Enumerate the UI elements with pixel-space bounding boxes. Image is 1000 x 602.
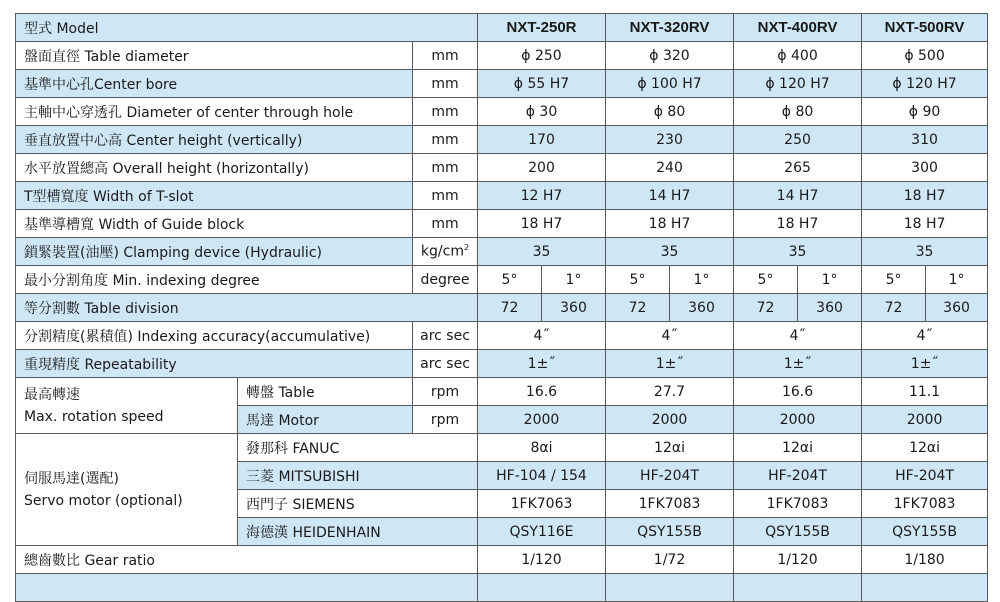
spec-row-overall-height xyxy=(16,154,988,182)
servo-label-zh: 伺服馬達(選配) xyxy=(24,470,119,487)
spec-value: 1FK7083 xyxy=(734,490,862,518)
spec-sublabel: 轉盤 Table xyxy=(238,378,413,406)
spec-value: 72 xyxy=(606,294,670,322)
servo-label-en: Servo motor (optional) xyxy=(24,492,183,509)
rotation-label-en: Max. rotation speed xyxy=(24,408,164,425)
spec-value: 11.1 xyxy=(862,378,988,406)
spec-value: 360 xyxy=(798,294,862,322)
model-name: NXT-250R xyxy=(478,14,606,42)
spec-value: HF-104 / 154 xyxy=(478,462,606,490)
spec-value: 200 xyxy=(478,154,606,182)
spec-value: ϕ 120 H7 xyxy=(734,70,862,98)
spec-value: 250 xyxy=(734,126,862,154)
spec-value: 72 xyxy=(478,294,542,322)
spec-value: 16.6 xyxy=(734,378,862,406)
spec-unit xyxy=(413,238,478,266)
spec-unit: mm xyxy=(413,98,478,126)
spec-sublabel: 三菱 MITSUBISHI xyxy=(238,462,478,490)
spec-label: 最小分割角度 Min. indexing degree xyxy=(16,266,413,294)
spec-value: 18 H7 xyxy=(862,210,988,238)
spec-value: ϕ 250 xyxy=(478,42,606,70)
spec-value: 360 xyxy=(926,294,988,322)
spec-value: 170 xyxy=(478,126,606,154)
spec-row-min-indexing xyxy=(16,266,988,294)
spec-value: 1FK7083 xyxy=(862,490,988,518)
spec-unit: mm xyxy=(413,154,478,182)
spec-value: 1FK7083 xyxy=(606,490,734,518)
spec-unit: degree xyxy=(413,266,478,294)
spec-value: ϕ 500 xyxy=(862,42,988,70)
spec-unit: mm xyxy=(413,70,478,98)
spec-unit: mm xyxy=(413,126,478,154)
spec-value: 4˝ xyxy=(606,322,734,350)
spec-value: 1° xyxy=(542,266,606,294)
spec-value: 310 xyxy=(862,126,988,154)
spec-value: ϕ 400 xyxy=(734,42,862,70)
spec-value: 18 H7 xyxy=(862,182,988,210)
spec-unit: arc sec xyxy=(413,350,478,378)
spec-label: 基準導槽寬 Width of Guide block xyxy=(16,210,413,238)
spec-value: QSY155B xyxy=(862,518,988,546)
spec-value: 240 xyxy=(606,154,734,182)
spec-value: 360 xyxy=(670,294,734,322)
spec-row-indexing-accuracy xyxy=(16,322,988,350)
spec-value: 2000 xyxy=(478,406,606,434)
spec-label: 基準中心孔Center bore xyxy=(16,70,413,98)
spec-value: 2000 xyxy=(734,406,862,434)
spec-value: 72 xyxy=(734,294,798,322)
spec-value: 12 H7 xyxy=(478,182,606,210)
spec-value: 12αi xyxy=(862,434,988,462)
spec-value xyxy=(478,574,606,602)
spec-row-rotation-table xyxy=(16,378,988,406)
spec-value: 12αi xyxy=(606,434,734,462)
spec-value: 35 xyxy=(478,238,606,266)
spec-row-through-hole xyxy=(16,98,988,126)
spec-value: 18 H7 xyxy=(734,210,862,238)
spec-row-partial xyxy=(16,574,988,602)
spec-label: 重現精度 Repeatability xyxy=(16,350,413,378)
spec-value: ϕ 100 H7 xyxy=(606,70,734,98)
spec-value: 1±˝ xyxy=(478,350,606,378)
spec-label xyxy=(16,574,478,602)
unit-text: kg/cm xyxy=(420,243,464,260)
spec-value: QSY155B xyxy=(734,518,862,546)
spec-sublabel: 發那科 FANUC xyxy=(238,434,478,462)
spec-label: 水平放置總高 Overall height (horizontally) xyxy=(16,154,413,182)
spec-sublabel: 西門子 SIEMENS xyxy=(238,490,478,518)
spec-row-center-height xyxy=(16,126,988,154)
spec-value: 12αi xyxy=(734,434,862,462)
spec-label: 鎖緊裝置(油壓) Clamping device (Hydraulic) xyxy=(16,238,413,266)
spec-label: 等分割數 Table division xyxy=(16,294,478,322)
spec-value: 1/120 xyxy=(478,546,606,574)
spec-row-repeatability xyxy=(16,350,988,378)
model-header: 型式 Model xyxy=(16,14,478,42)
spec-value: 35 xyxy=(606,238,734,266)
spec-value: 4˝ xyxy=(734,322,862,350)
spec-row-gear-ratio xyxy=(16,546,988,574)
spec-value: 5° xyxy=(862,266,926,294)
spec-value: 1° xyxy=(926,266,988,294)
spec-value xyxy=(862,574,988,602)
spec-label: 分割精度(累積值) Indexing accuracy(accumulative) xyxy=(16,322,413,350)
spec-value: 1/72 xyxy=(606,546,734,574)
spec-row-clamping xyxy=(16,238,988,266)
model-name: NXT-320RV xyxy=(606,14,734,42)
spec-value: 35 xyxy=(862,238,988,266)
spec-value: ϕ 55 H7 xyxy=(478,70,606,98)
spec-table xyxy=(15,13,988,602)
spec-value: HF-204T xyxy=(862,462,988,490)
model-name: NXT-500RV xyxy=(862,14,988,42)
spec-unit: arc sec xyxy=(413,322,478,350)
spec-unit: mm xyxy=(413,182,478,210)
spec-value: 1FK7063 xyxy=(478,490,606,518)
rotation-label-zh: 最高轉速 xyxy=(24,386,80,403)
spec-value: 5° xyxy=(734,266,798,294)
spec-row-guide-block xyxy=(16,210,988,238)
spec-value: 1° xyxy=(798,266,862,294)
spec-value: ϕ 90 xyxy=(862,98,988,126)
spec-value: 35 xyxy=(734,238,862,266)
spec-value: 1±˝ xyxy=(734,350,862,378)
spec-row-servo-fanuc xyxy=(16,434,988,462)
spec-unit: mm xyxy=(413,42,478,70)
spec-value: 1° xyxy=(670,266,734,294)
spec-value: 1±˝ xyxy=(606,350,734,378)
spec-value: 72 xyxy=(862,294,926,322)
spec-value: 265 xyxy=(734,154,862,182)
spec-value: 27.7 xyxy=(606,378,734,406)
spec-value: QSY116E xyxy=(478,518,606,546)
spec-value: 18 H7 xyxy=(606,210,734,238)
spec-row-table-division xyxy=(16,294,988,322)
spec-value: 2000 xyxy=(862,406,988,434)
spec-row-t-slot xyxy=(16,182,988,210)
spec-value: HF-204T xyxy=(734,462,862,490)
spec-value xyxy=(606,574,734,602)
spec-sublabel: 馬達 Motor xyxy=(238,406,413,434)
spec-unit: rpm xyxy=(413,406,478,434)
spec-value: ϕ 80 xyxy=(734,98,862,126)
spec-label: T型槽寬度 Width of T-slot xyxy=(16,182,413,210)
spec-value: 8αi xyxy=(478,434,606,462)
spec-unit: rpm xyxy=(413,378,478,406)
spec-value: 360 xyxy=(542,294,606,322)
spec-sublabel: 海德漢 HEIDENHAIN xyxy=(238,518,478,546)
spec-value: 16.6 xyxy=(478,378,606,406)
spec-value: 5° xyxy=(478,266,542,294)
spec-value: QSY155B xyxy=(606,518,734,546)
unit-superscript: 2 xyxy=(463,243,470,253)
spec-value: 1/120 xyxy=(734,546,862,574)
spec-value: 300 xyxy=(862,154,988,182)
rotation-group-label xyxy=(16,378,238,434)
spec-value: 14 H7 xyxy=(734,182,862,210)
spec-row-table-diameter xyxy=(16,42,988,70)
spec-unit: mm xyxy=(413,210,478,238)
model-name: NXT-400RV xyxy=(734,14,862,42)
spec-label: 盤面直徑 Table diameter xyxy=(16,42,413,70)
spec-table-container xyxy=(15,13,987,602)
spec-value: 18 H7 xyxy=(478,210,606,238)
spec-value: 4˝ xyxy=(862,322,988,350)
spec-value: 1±˝ xyxy=(862,350,988,378)
servo-group-label xyxy=(16,434,238,546)
spec-label: 主軸中心穿透孔 Diameter of center through hole xyxy=(16,98,413,126)
spec-value: ϕ 80 xyxy=(606,98,734,126)
spec-value: ϕ 320 xyxy=(606,42,734,70)
spec-row-center-bore xyxy=(16,70,988,98)
spec-value: 14 H7 xyxy=(606,182,734,210)
spec-value: ϕ 30 xyxy=(478,98,606,126)
spec-value: 4˝ xyxy=(478,322,606,350)
spec-value: 2000 xyxy=(606,406,734,434)
spec-value: HF-204T xyxy=(606,462,734,490)
spec-label: 總齒數比 Gear ratio xyxy=(16,546,478,574)
spec-value: 5° xyxy=(606,266,670,294)
spec-value: 1/180 xyxy=(862,546,988,574)
spec-value: 230 xyxy=(606,126,734,154)
spec-value xyxy=(734,574,862,602)
header-row xyxy=(16,14,988,42)
spec-value: ϕ 120 H7 xyxy=(862,70,988,98)
spec-label: 垂直放置中心高 Center height (vertically) xyxy=(16,126,413,154)
